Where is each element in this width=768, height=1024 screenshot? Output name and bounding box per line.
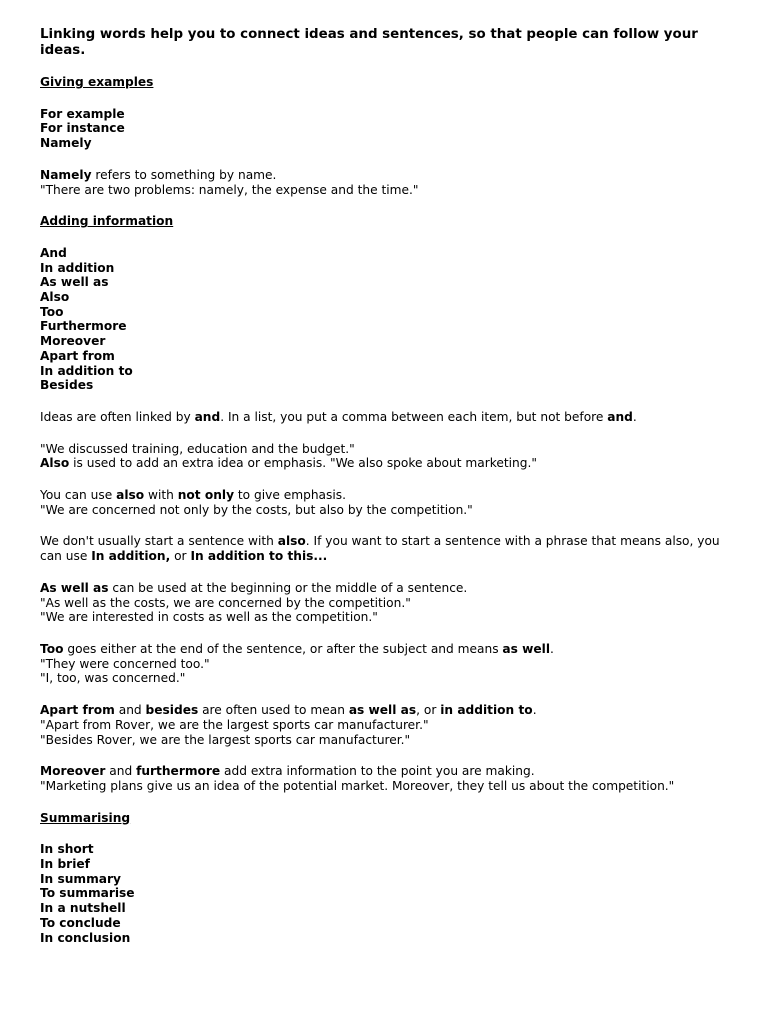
term-item: Too <box>40 304 64 319</box>
example-quote: "We are interested in costs as well as the competition." <box>40 610 378 625</box>
term-item: Apart from <box>40 348 115 363</box>
term-item: In brief <box>40 857 90 872</box>
term-item: In conclusion <box>40 930 131 945</box>
examples-term-list <box>40 107 740 151</box>
as-well-as-explanation: As well as can be used at the beginning or the middle of a sentence. "As well as the costs, we are concerned by the competition." "We are interested in costs as well as the competition." <box>40 581 740 625</box>
example-quote: "Apart from Rover, we are the largest sports car manufacturer." <box>40 717 429 732</box>
heading-giving-examples: Giving examples <box>40 75 154 89</box>
term-item: In summary <box>40 871 121 886</box>
example-quote: "We discussed training, education and the budget." <box>40 441 355 456</box>
term-item: Furthermore <box>40 319 127 334</box>
not-only-explanation: You can use also with not only to give emphasis. "We are concerned not only by the costs, but also by the competition." <box>40 488 740 517</box>
also-explanation: "We discussed training, education and the budget." Also is used to add an extra idea or emphasis. "We also spoke about marketing." <box>40 442 740 471</box>
term-item: As well as <box>40 275 109 290</box>
term-item: To conclude <box>40 915 121 930</box>
term-item: In short <box>40 842 94 857</box>
term-item: Also <box>40 290 70 305</box>
intro-text: Linking words help you to connect ideas and sentences, so that people can follow your ideas. <box>40 27 698 58</box>
summarising-term-list <box>40 842 740 945</box>
apart-from-explanation: Apart from and besides are often used to mean as well as, or in addition to. "Apart from Rover, we are the largest sports car manufacturer." "Besides Rover, we are the largest sports car manufacturer." <box>40 703 740 747</box>
term-item: For instance <box>40 121 125 136</box>
sentence-start-explanation: We don't usually start a sentence with also. If you want to start a sentence with a phrase that means also, you can use In addition, or In addition to this... <box>40 534 720 564</box>
term-item: In addition to <box>40 363 133 378</box>
too-explanation: Too goes either at the end of the sentence, or after the subject and means as well. "They were concerned too." "I, too, was concerned." <box>40 642 740 686</box>
example-quote: "There are two problems: namely, the expense and the time." <box>40 182 419 197</box>
term-item: In a nutshell <box>40 901 126 916</box>
and-explanation: Ideas are often linked by and. In a list, you put a comma between each item, but not before and. <box>40 409 637 424</box>
term-item: Moreover <box>40 334 106 349</box>
term-item: To summarise <box>40 886 135 901</box>
moreover-explanation: Moreover and furthermore add extra information to the point you are making. "Marketing plans give us an idea of the potential market. Moreover, they tell us about the competition." <box>40 764 740 793</box>
term-item: Namely <box>40 136 92 151</box>
term-item: For example <box>40 106 125 121</box>
term-item: And <box>40 245 67 260</box>
adding-term-list <box>40 246 740 393</box>
example-quote: "I, too, was concerned." <box>40 671 186 686</box>
example-quote: "They were concerned too." <box>40 656 210 671</box>
example-quote: "Besides Rover, we are the largest sports car manufacturer." <box>40 732 411 747</box>
example-quote: "Marketing plans give us an idea of the potential market. Moreover, they tell us about the competition." <box>40 778 675 793</box>
namely-explanation: Namely refers to something by name. "There are two problems: namely, the expense and the time." <box>40 168 740 197</box>
heading-adding-information: Adding information <box>40 214 174 229</box>
example-quote: "As well as the costs, we are concerned by the competition." <box>40 595 411 610</box>
heading-summarising: Summarising <box>40 810 131 825</box>
document-page <box>40 27 740 962</box>
bold-term: Namely <box>40 167 92 182</box>
example-quote: "We are concerned not only by the costs, but also by the competition." <box>40 502 473 517</box>
term-item: Besides <box>40 378 94 393</box>
term-item: In addition <box>40 260 115 275</box>
